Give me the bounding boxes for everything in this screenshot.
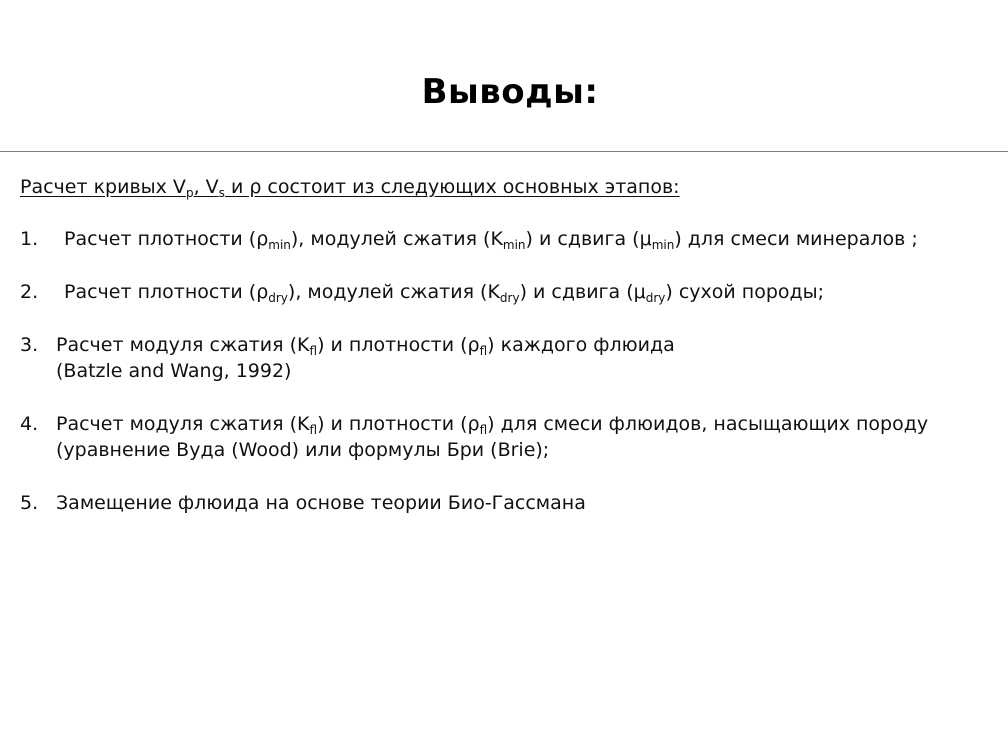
step-number: 2.: [20, 281, 39, 303]
title-divider: [0, 151, 1008, 152]
step-number: 3.: [20, 334, 39, 356]
list-item: 3. Расчет модуля сжатия $(K_{fl})$ и плотности $(\rho_{fl})$ каждого флюида (Batzle and Wang, 1992): [20, 334, 675, 382]
list-item: 5. Замещение флюида на основе теории Био-Гассмана: [20, 492, 586, 514]
list-item: 4. Расчет модуля сжатия $(K_{fl})$ и плотности $(\rho_{fl})$ для смеси флюидов, насыщающих породу (уравнение Вуда (Wood) или формулы Бри (Brie);: [20, 413, 929, 461]
steps-list: [20, 226, 995, 543]
step-number: 5.: [20, 492, 39, 514]
list-item: 1. Расчет плотности $(\rho_{min})$, модулей сжатия $(K_{min})$ и сдвига $(\mu_{min})$ для смеси минералов ;: [20, 228, 918, 252]
intro-text: Расчет кривых $V_p$, $V_s$ и ρ состоит из следующих основных этапов:: [20, 176, 680, 200]
step-number: 1.: [20, 228, 39, 250]
step-number: 4.: [20, 413, 39, 435]
list-item: 2. Расчет плотности $(\rho_{dry})$, модулей сжатия $(K_{dry})$ и сдвига $(\mu_{dry})$ сухой породы;: [20, 281, 825, 305]
slide-title: Выводы:: [421, 72, 599, 112]
